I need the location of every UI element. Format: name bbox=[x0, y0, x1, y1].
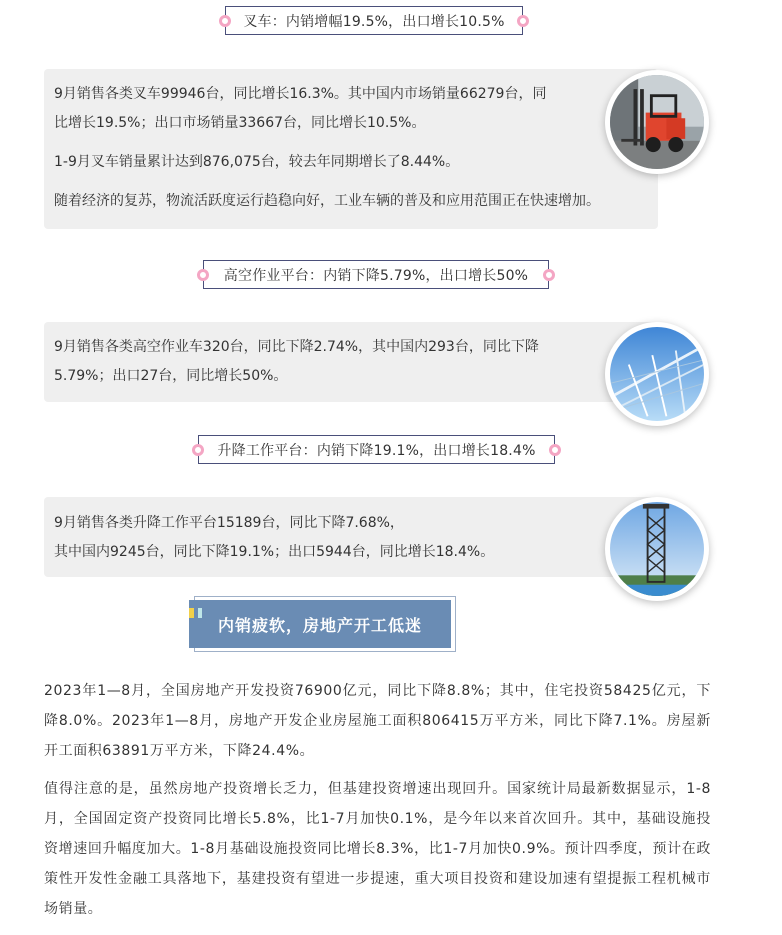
forklift-image bbox=[610, 75, 704, 169]
lift-photo bbox=[605, 497, 709, 601]
accent-mark-icon bbox=[189, 608, 194, 618]
aerial-photo bbox=[605, 322, 709, 426]
forklift-card bbox=[44, 69, 658, 229]
aerial-heading bbox=[203, 260, 549, 289]
forklift-photo bbox=[605, 70, 709, 174]
lift-paragraph: 其中国内9245台，同比下降19.1%；出口5944台，同比增长18.4%。 bbox=[54, 544, 495, 560]
pink-dot-icon bbox=[192, 444, 204, 456]
section-title-text: 内销疲软，房地产开工低迷 bbox=[217, 615, 422, 635]
pink-dot-icon bbox=[219, 15, 231, 27]
article-paragraph: 2023年1—8月，全国房地产开发投资76900亿元，同比下降8.8%；其中，住宅投资58425亿元，下降8.0%。2023年1—8月，房地产开发企业房屋施工面积806415万平方米，同比下降7.1%。房屋新开工面积63891万平方米，下降24.4%。 bbox=[44, 683, 711, 759]
aerial-paragraph: 9月销售各类高空作业车320台，同比下降2.74%，其中国内293台，同比下降5.79%；出口27台，同比增长50%。 bbox=[54, 339, 539, 384]
lift-image bbox=[610, 502, 704, 596]
forklift-heading-text: 叉车：内销增幅19.5%，出口增长10.5% bbox=[243, 13, 505, 30]
article-paragraph: 值得注意的是，虽然房地产投资增长乏力，但基建投资增速出现回升。国家统计局最新数据显示，1-8月，全国固定资产投资同比增长5.8%，比1-7月加快0.1%，是今年以来首次回升。其中，基础设施投资增速回升幅度加大。1-8月基础设施投资同比增长8.3%，比1-7月加快0.9%。预计四季度，预计在政策性开发性金融工具落地下，基建投资有望进一步提速，重大项目投资和建设加速有望提振工程机械市场销量。 bbox=[44, 781, 711, 917]
lift-card bbox=[44, 497, 658, 577]
lift-paragraph: 9月销售各类升降工作平台15189台，同比下降7.68%， bbox=[54, 515, 404, 531]
pink-dot-icon bbox=[543, 269, 555, 281]
lift-heading-text: 升降工作平台：内销下降19.1%，出口增长18.4% bbox=[217, 442, 536, 459]
pink-dot-icon bbox=[549, 444, 561, 456]
pink-dot-icon bbox=[517, 15, 529, 27]
accent-mark-icon bbox=[198, 608, 202, 618]
pink-dot-icon bbox=[197, 269, 209, 281]
section-title bbox=[189, 600, 451, 648]
forklift-paragraph: 9月销售各类叉车99946台，同比增长16.3%。其中国内市场销量66279台，同比增长19.5%；出口市场销量33667台，同比增长10.5%。 bbox=[54, 86, 547, 131]
aerial-image bbox=[610, 327, 704, 421]
forklift-paragraph: 随着经济的复苏，物流活跃度运行趋稳向好，工业车辆的普及和应用范围正在快速增加。 bbox=[54, 193, 600, 209]
lift-heading bbox=[198, 435, 555, 464]
aerial-card bbox=[44, 322, 658, 402]
forklift-heading bbox=[225, 6, 523, 35]
forklift-paragraph: 1-9月叉车销量累计达到876,075台，较去年同期增长了8.44%。 bbox=[54, 154, 460, 170]
aerial-heading-text: 高空作业平台：内销下降5.79%，出口增长50% bbox=[223, 267, 529, 284]
